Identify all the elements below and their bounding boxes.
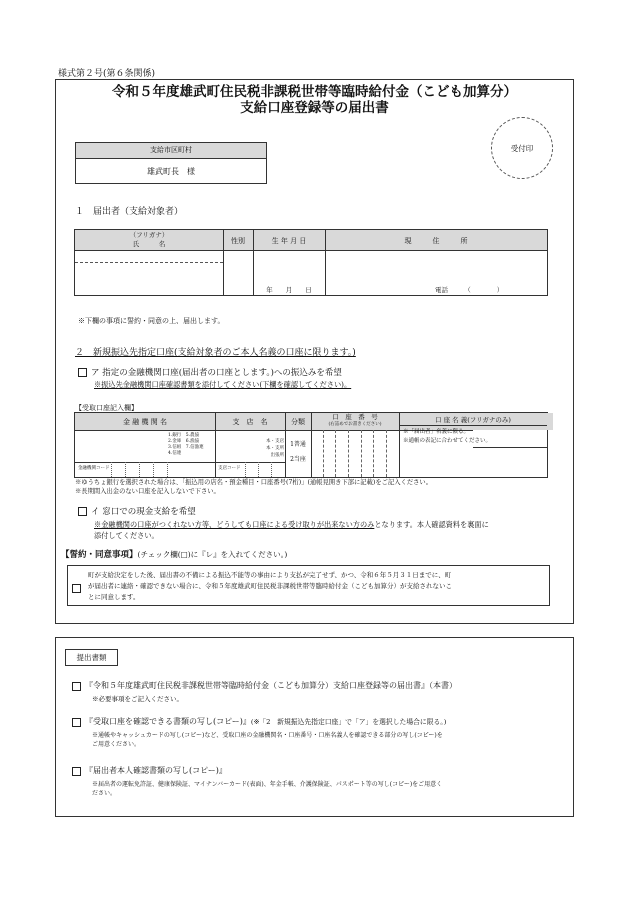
yucho-note: ※ゆうちょ銀行を選択された場合は、「振込用の店名・預金種目・口座番号(7桁)」(通帳見開き下部に記載)をご記入ください。 — [75, 479, 433, 486]
title-line-1: 令和５年度雄武町住民税非課税世帯等臨時給付金（こども加算分） — [112, 84, 517, 100]
doc2-row[interactable] — [72, 716, 446, 727]
col-bank: 金 融 機 関 名 — [123, 418, 167, 426]
pledge-heading-row — [61, 548, 287, 560]
doc3-row[interactable] — [72, 765, 227, 776]
branch-code-boxes[interactable] — [245, 462, 285, 477]
form-title — [55, 84, 574, 116]
branch-code-label: 支店コード — [218, 466, 241, 471]
option-b[interactable] — [78, 505, 196, 517]
birthdate-label: 生 年 月 日 — [271, 237, 307, 245]
doc1-checkbox[interactable] — [72, 682, 81, 691]
receipt-stamp-circle — [491, 117, 553, 179]
pledge-line-2: が届出者に連絡・確認できない場合に、令和５年度雄武町住民税非課税世帯等臨時給付金（こども加算分）が支給されないこ — [88, 582, 452, 590]
option-a-checkbox[interactable] — [78, 368, 87, 377]
doc2-note-2: ご用意ください。 — [92, 741, 141, 748]
col-branch: 支 店 名 — [232, 418, 268, 426]
name-label: 氏 名 — [132, 240, 166, 248]
bank-code-label: 金融機関コード — [78, 466, 110, 471]
municipality-header: 支給市区町村 — [76, 143, 266, 159]
pledge-box — [67, 565, 550, 606]
option-a-note: ※振込先金融機関口座確認書類を添付してください(下欄を確認してください)。 — [94, 380, 352, 389]
account-entry-label: 【受取口座記入欄】 — [75, 404, 138, 412]
municipality-box — [75, 142, 267, 184]
col-number: 口 座 番 号 — [332, 413, 378, 421]
option-b-checkbox[interactable] — [78, 507, 87, 516]
account-type-options[interactable]: 1普通 2当座 — [290, 441, 306, 463]
col-type: 分類 — [291, 418, 305, 426]
doc3-note-1: ※届出者の運転免許証、健康保険証、マイナンバーカード(表面)、年金手帳、介護保険証、パスポート等の写し(コピー)をご用意く — [92, 781, 443, 788]
applicant-table — [74, 229, 548, 296]
pledge-line-1: 町が支給決定をした後、届出書の不備による振込不能等の事由により支払が完了せず、かつ、令和６年５月３１日までに、町 — [88, 571, 452, 579]
option-b-label: イ 窓口での現金支給を希望 — [91, 507, 196, 517]
option-a[interactable] — [78, 366, 342, 378]
branch-type-list: 本・支店 本・支所 出張所 — [266, 439, 284, 458]
col-number-note: (右詰めでお書きください) — [328, 422, 382, 427]
bank-code-boxes[interactable] — [111, 462, 169, 477]
address-label: 現 住 所 — [404, 237, 468, 245]
phone-label: 電話 （ ） — [435, 286, 504, 294]
documents-heading: 提出書類 — [65, 649, 118, 666]
section1-heading: １ 届出者（支給対象者） — [75, 207, 184, 217]
doc3-note-2: ださい。 — [92, 790, 117, 797]
birth-fields: 年 月 日 — [266, 286, 312, 294]
doc1-label: 『令和５年度雄武町住民税非課税世帯等臨時給付金（こども加算分）支給口座登録等の届出書』（本書） — [85, 681, 457, 690]
pledge-heading-note: (チェック欄(□)に『レ』を入れてください。) — [137, 550, 288, 559]
stamp-label: 受付印 — [510, 144, 534, 153]
pledge-heading: 【誓約・同意事項】 — [61, 550, 138, 560]
doc3-checkbox[interactable] — [72, 767, 81, 776]
doc2-note-1: ※通帳やキャッシュカードの写し(コピー)など、受取口座の金融機関名・口座番号・口座名義人を確認できる部分の写し(コピー)を — [92, 732, 443, 739]
title-line-2: 支給口座登録等の届出書 — [240, 100, 389, 116]
doc1-row[interactable] — [72, 680, 457, 691]
holder-note-2: ※通帳の表記に合わせてください。 — [403, 438, 492, 444]
long-term-note: ※長期間入出金のない口座を記入しないで下さい。 — [75, 488, 220, 495]
pledge-line-3: とに同意します。 — [88, 593, 140, 601]
consent-note: ※下欄の事項に誓約・同意の上、届出します。 — [78, 317, 225, 325]
doc2-checkbox[interactable] — [72, 718, 81, 727]
option-b-note: ※金融機関の口座がつくれない方等、どうしても口座による受け取りが出来ない方のみとなります。本人確認資料を裏面に 添付してください。 — [94, 520, 489, 540]
doc2-condition: (※「2 新規振込先指定口座」で「ア」を選択した場合に限る。) — [250, 718, 447, 726]
option-a-label: ア 指定の金融機関口座(届出者の口座とします。)への振込みを希望 — [91, 368, 342, 378]
doc2-label: 『受取口座を確認できる書類の写し(コピー)』 — [85, 717, 251, 726]
section2-heading: ２ 新規振込先指定口座(支給対象者のご本人名義の口座に限ります。) — [75, 348, 356, 358]
pledge-checkbox[interactable] — [72, 584, 81, 593]
holder-note-1: ※「届出者」名義に限る。 — [403, 429, 470, 435]
account-number-boxes[interactable] — [311, 430, 399, 477]
doc3-label: 『届出者本人確認書類の写し(コピー)』 — [85, 766, 227, 775]
mayor-addressee: 雄武町長 様 — [147, 167, 195, 176]
account-table — [74, 412, 548, 478]
doc1-note: ※必要事項をご記入ください。 — [92, 695, 183, 703]
gender-label: 性別 — [231, 237, 245, 245]
furigana-label: （フリガナ） — [129, 231, 169, 239]
form-number: 様式第２号(第６条関係) — [58, 69, 156, 79]
bank-type-list: 1.銀行 5.農協 2.金庫 6.漁協 3.信組 7.信漁連 4.信連 — [168, 433, 204, 456]
col-holder: 口 座 名 義(フリガナのみ) — [435, 416, 511, 424]
